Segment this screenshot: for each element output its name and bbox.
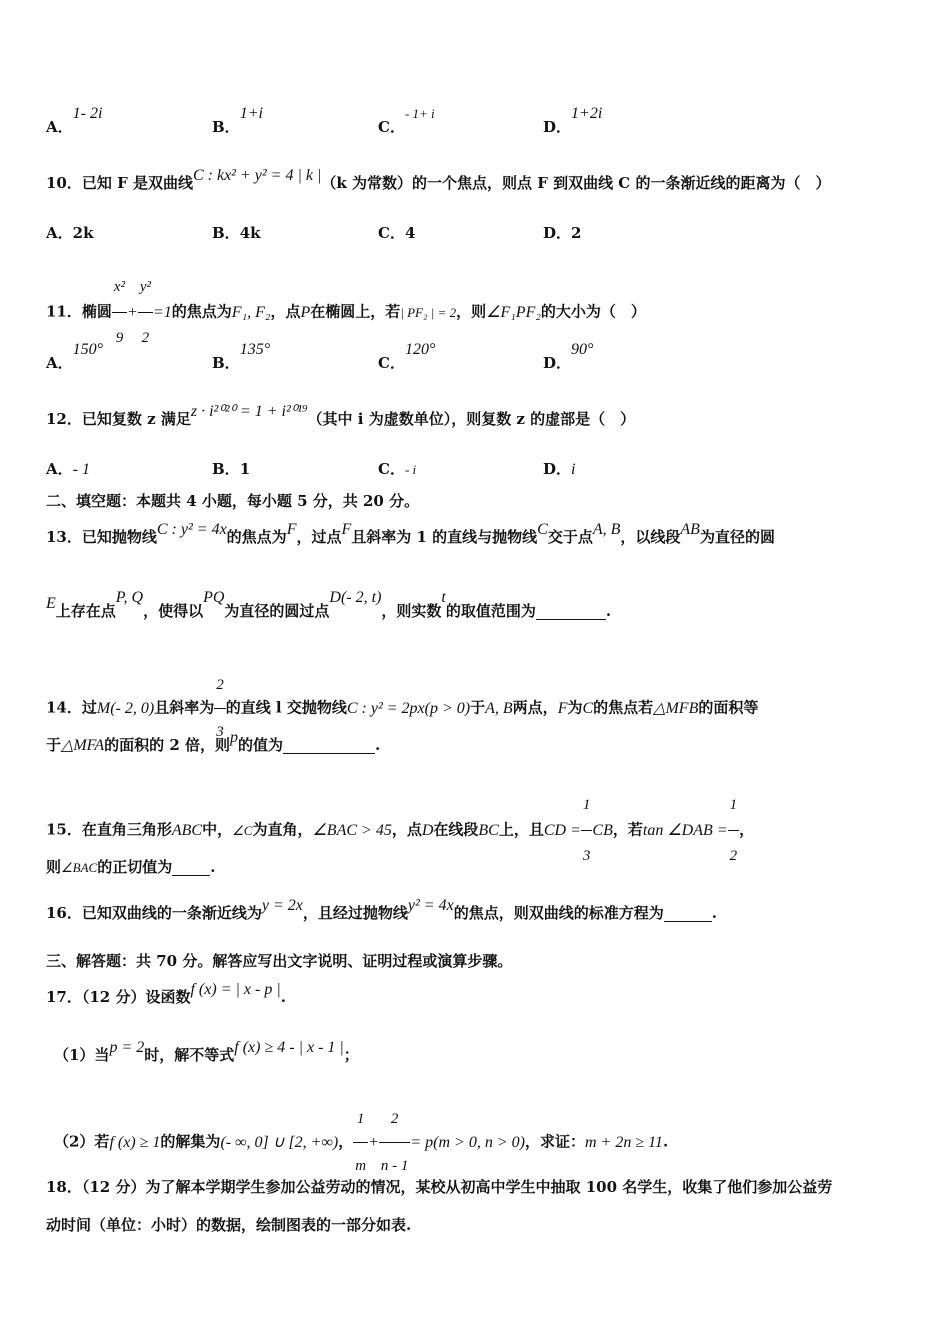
- q11-option-c: C．120°: [378, 341, 436, 372]
- q14-answer-blank[interactable]: [283, 738, 375, 754]
- q12-option-a: A．- 1: [46, 460, 90, 478]
- q18-stem-line1: 18．（12 分）为了解本学期学生参加公益劳动的情况，某校从初高中学生中抽取 100 名学生，收集了他们参加公益劳: [46, 1178, 833, 1196]
- q9-option-b: B．1+i: [212, 105, 263, 136]
- q11-option-a: A．150°: [46, 341, 104, 372]
- q9-option-d: D．1+2i: [543, 105, 603, 136]
- q10-option-a: A．2k: [46, 224, 94, 242]
- q11-option-d: D．90°: [543, 341, 594, 372]
- q11-option-b: B．135°: [212, 341, 271, 372]
- q15-answer-blank[interactable]: [172, 860, 210, 876]
- q17-part1: （1）当p = 2时，解不等式f (x) ≥ 4 - | x - 1 |；: [54, 1039, 359, 1064]
- q16-stem: 16．已知双曲线的一条渐近线为y = 2x，且经过抛物线y² = 4x的焦点，则双曲线的标准方程为 .: [46, 897, 717, 922]
- q12-option-c: C．- i: [378, 460, 417, 478]
- q13-stem-line1: 13．已知抛物线C : y² = 4x的焦点为F，过点F且斜率为 1 的直线与抛物线C交于点A, B，以线段AB为直径的圆: [46, 521, 775, 546]
- q10-option-d: D．2: [543, 224, 582, 242]
- q10-option-b: B．4k: [212, 224, 261, 242]
- q17-stem: 17．（12 分）设函数f (x) = | x - p |.: [46, 981, 286, 1006]
- section-fill-in-heading: 二、填空题：本题共 4 小题，每小题 5 分，共 20 分。: [46, 492, 420, 510]
- q12-option-b: B．1: [212, 460, 251, 478]
- q9-option-c: C．- 1+ i: [378, 106, 435, 136]
- q9-option-a: A．1- 2i: [46, 105, 103, 136]
- q13-answer-blank[interactable]: [536, 604, 606, 620]
- q11-stem: 11．椭圆 $\frac{\text{x²}}{9}$ + $\frac{\text{y²}}{2}$ =1的焦点为F₁, F₂，点P在椭圆上，若| PF₂ | = 2，则∠F₁PF₂的大小为（ ）: [46, 262, 910, 363]
- q13-stem-line2: E上存在点P, Q，使得以PQ为直径的圆过点D(- 2, t)，则实数t的取值范围为 .: [46, 589, 612, 620]
- q18-stem-line2: 动时间（单位：小时）的数据，绘制图表的一部分如表.: [46, 1216, 412, 1234]
- section-solution-heading: 三、解答题：共 70 分。解答应写出文字说明、证明过程或演算步骤。: [46, 952, 513, 970]
- q17-part2: （2）若f (x) ≥ 1的解集为(- ∞, 0] ∪ [2, +∞)， $\frac{1}{m}$ + $\frac{2}{n - 1}$ = p(m > 0, n > 0)，求证：m + 2n ≥ 11.: [54, 1096, 910, 1189]
- q14-stem-line2: 于△MFA的面积的 2 倍，则p的值为 .: [46, 729, 381, 754]
- q10-stem: 10．已知 F 是双曲线C : kx² + y² = 4 | k |（k 为常数）的一个焦点，则点 F 到双曲线 C 的一条渐近线的距离为（ ）: [46, 167, 831, 192]
- q16-answer-blank[interactable]: [664, 906, 712, 922]
- q15-stem-line2: 则∠BAC的正切值为 .: [46, 858, 216, 876]
- q14-stem-line1: 14．过M(- 2, 0)且斜率为 $\frac{2}{3}$ 的直线 l 交抛物线C : y² = 2px(p > 0)于A, B两点，F为C的焦点若△MFB的面积等: [46, 662, 910, 755]
- q12-option-d: D．i: [543, 460, 576, 478]
- q10-option-c: C．4: [378, 224, 416, 242]
- q15-stem-line1: 15．在直角三角形ABC中，∠C为直角，∠BAC > 45，点D在线段BC上，且CD = $\frac{1}{3}$ CB，若tan ∠DAB = $\frac{1}{2}$ ，: [46, 780, 910, 881]
- q12-stem: 12．已知复数 z 满足z · i²⁰²⁰ = 1 + i²⁰¹⁹（其中 i 为虚数单位），则复数 z 的虚部是（ ）: [46, 403, 636, 428]
